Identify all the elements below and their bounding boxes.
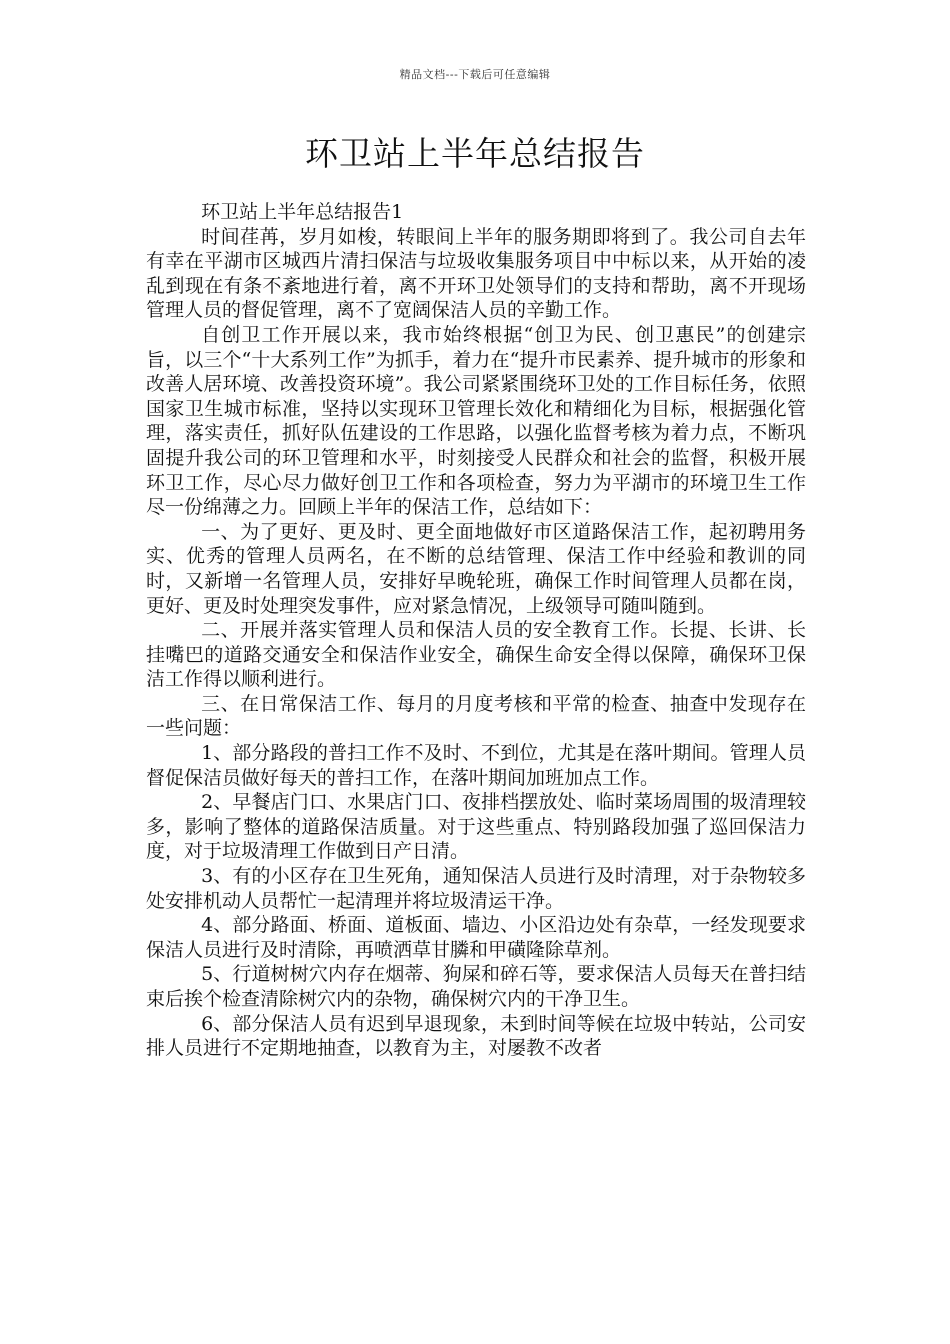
document-title: 环卫站上半年总结报告 bbox=[305, 134, 645, 173]
document-body bbox=[146, 200, 806, 1061]
paragraph: 二、开展并落实管理人员和保洁人员的安全教育工作。长提、长讲、长挂嘴巴的道路交通安全和保洁作业安全，确保生命安全得以保障，确保环卫保洁工作得以顺利进行。 bbox=[146, 619, 806, 691]
paragraph: 3、有的小区存在卫生死角，通知保洁人员进行及时清理，对于杂物较多处安排机动人员帮忙一起清理并将垃圾清运干净。 bbox=[146, 865, 806, 912]
paragraph: 2、早餐店门口、水果店门口、夜排档摆放处、临时菜场周围的圾清理较多，影响了整体的道路保洁质量。对于这些重点、特别路段加强了巡回保洁力度，对于垃圾清理工作做到日产日清。 bbox=[146, 791, 806, 863]
paragraph: 自创卫工作开展以来，我市始终根据“创卫为民、创卫惠民”的创建宗旨，以三个“十大系列工作”为抓手，着力在“提升市民素养、提升城市的形象和改善人居环境、改善投资环境”。我公司紧紧围绕环卫处的工作目标任务，依照国家卫生城市标准，坚持以实现环卫管理长效化和精细化为目标，根据强化管理，落实责任，抓好队伍建设的工作思路，以强化监督考核为着力点，不断巩固提升我公司的环卫管理和水平，时刻接受人民群众和社会的监督，积极开展环卫工作，尽心尽力做好创卫工作和各项检查，努力为平湖市的环境卫生工作尽一份绵薄之力。回顾上半年的保洁工作，总结如下： bbox=[146, 323, 806, 519]
paragraph: 6、部分保洁人员有迟到早退现象，未到时间等候在垃圾中转站，公司安排人员进行不定期地抽查，以教育为主，对屡教不改者 bbox=[146, 1012, 806, 1060]
paragraph: 时间荏苒，岁月如梭，转眼间上半年的服务期即将到了。我公司自去年有幸在平湖市区城西片清扫保洁与垃圾收集服务项目中中标以来，从开始的凌乱到现在有条不紊地进行着，离不开环卫处领导们的支持和帮助，离不开现场管理人员的督促管理，离不了宽阔保洁人员的辛勤工作。 bbox=[146, 225, 806, 322]
paragraph: 4、部分路面、桥面、道板面、墙边、小区沿边处有杂草，一经发现要求保洁人员进行及时清除，再喷洒草甘膦和甲磺隆除草剂。 bbox=[146, 914, 806, 961]
paragraph: 1、部分路段的普扫工作不及时、不到位，尤其是在落叶期间。管理人员督促保洁员做好每天的普扫工作，在落叶期间加班加点工作。 bbox=[146, 742, 806, 789]
paragraph-subtitle: 环卫站上半年总结报告1 bbox=[201, 201, 404, 223]
paragraph: 5、行道树树穴内存在烟蒂、狗屎和碎石等，要求保洁人员每天在普扫结束后挨个检查清除树穴内的杂物，确保树穴内的干净卫生。 bbox=[146, 963, 806, 1010]
paragraph: 一、为了更好、更及时、更全面地做好市区道路保洁工作，起初聘用务实、优秀的管理人员两名，在不断的总结管理、保洁工作中经验和教训的同时，又新增一名管理人员，安排好早晚轮班，确保工作时间管理人员都在岗，更好、更及时处理突发事件，应对紧急情况，上级领导可随叫随到。 bbox=[146, 520, 806, 617]
paragraph: 三、在日常保洁工作、每月的月度考核和平常的检查、抽查中发现存在一些问题： bbox=[146, 692, 806, 740]
header-note: 精品文档---下载后可任意编辑 bbox=[399, 68, 551, 81]
